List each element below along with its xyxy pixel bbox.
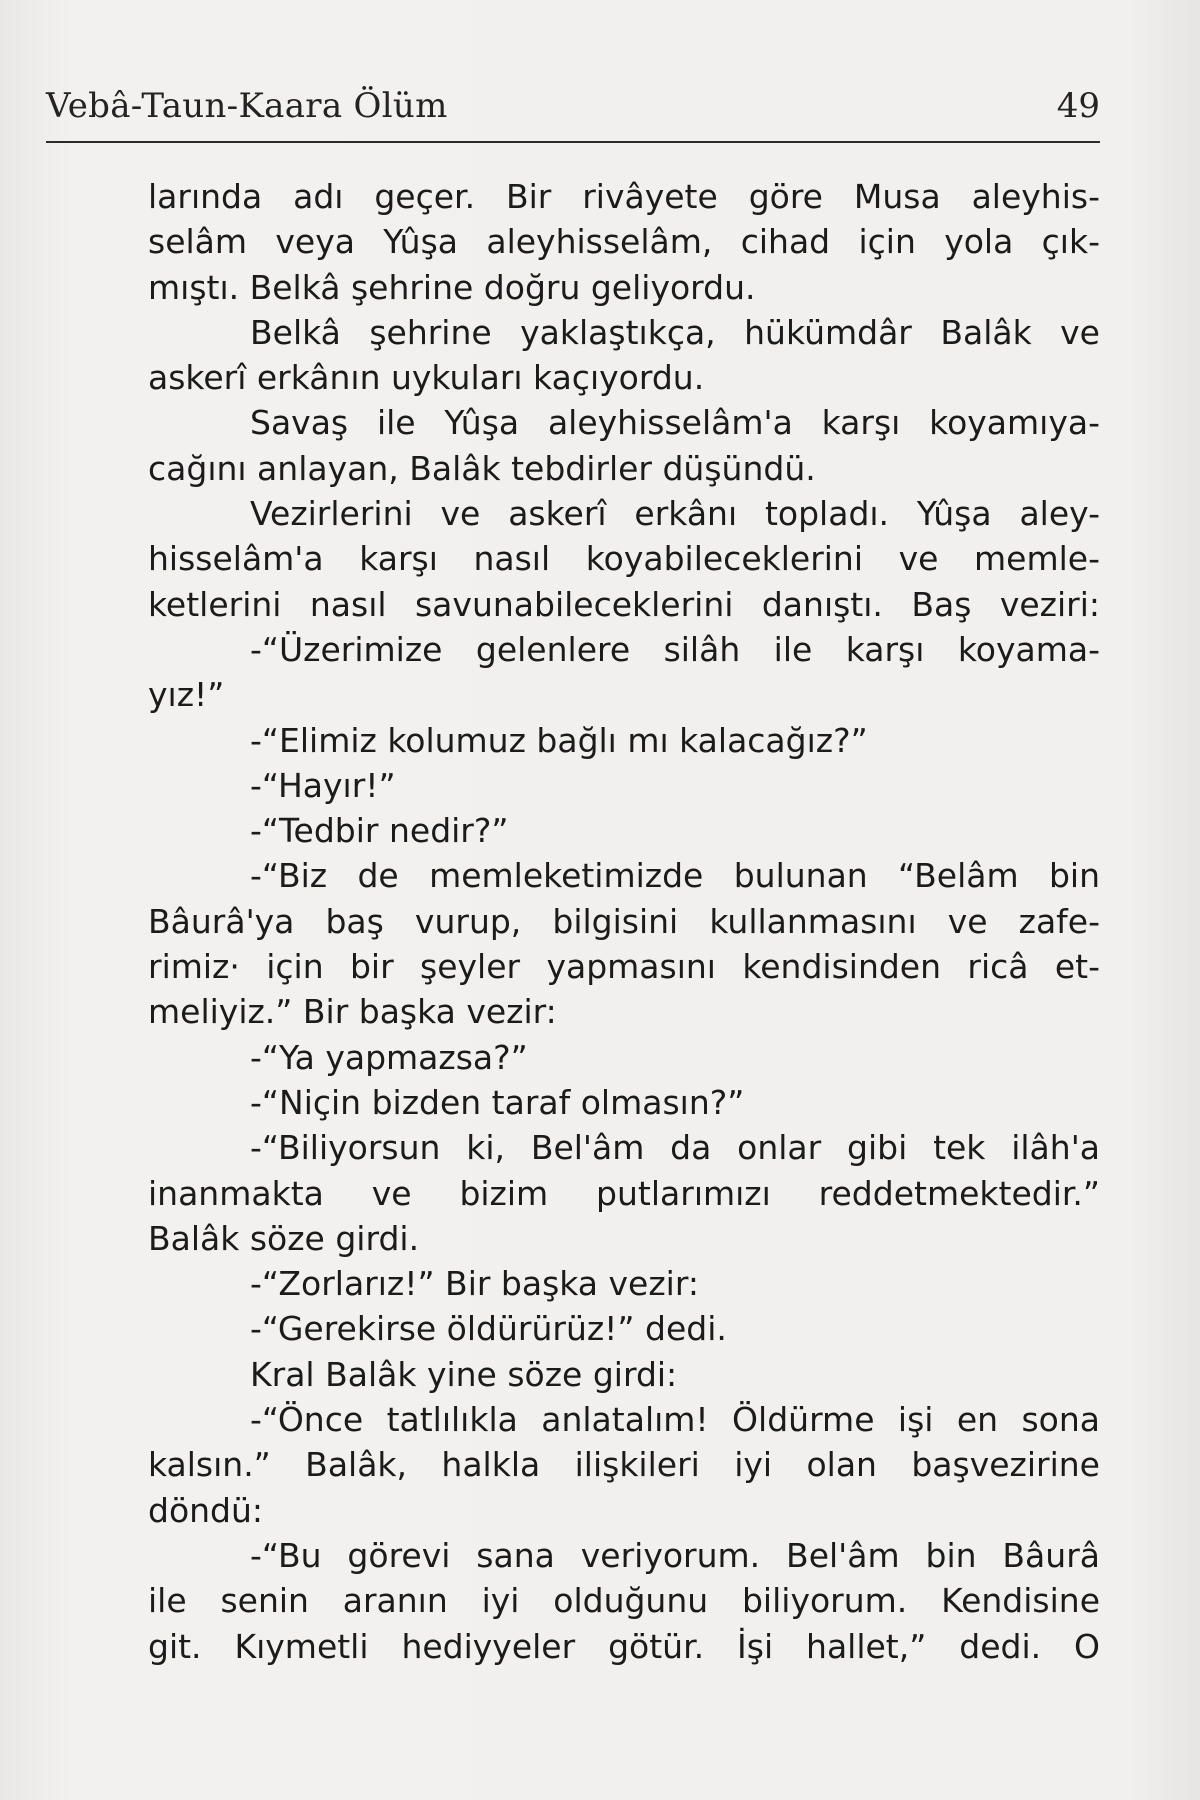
text-line: -“Önce tatlılıkla anlatalım! Öldürme işi en sona bbox=[250, 1400, 1100, 1440]
text-line: ketlerini nasıl savunabileceklerini danıştı. Baş veziri: bbox=[148, 584, 1100, 624]
text-line: Belkâ şehrine yaklaştıkça, hükümdâr Balâk ve bbox=[250, 312, 1100, 352]
text-line: cağını anlayan, Balâk tebdirler düşündü. bbox=[148, 448, 816, 488]
text-line: git. Kıymetli hediyyeler götür. İşi hallet,” dedi. O bbox=[148, 1626, 1100, 1666]
text-line: yız!” bbox=[148, 675, 225, 715]
text-line: -“Biz de memleketimizde bulunan “Belâm bin bbox=[250, 856, 1100, 896]
page-header bbox=[46, 86, 1100, 136]
text-line: -“Biliyorsun ki, Bel'âm da onlar gibi tek ilâh'a bbox=[250, 1128, 1100, 1168]
text-line: ile senin aranın iyi olduğunu biliyorum. Kendisine bbox=[148, 1581, 1100, 1621]
text-line: hisselâm'a karşı nasıl koyabileceklerini ve memle- bbox=[148, 539, 1100, 579]
text-line: inanmakta ve bizim putlarımızı reddetmektedir.” bbox=[148, 1173, 1100, 1213]
text-line: meliyiz.” Bir başka vezir: bbox=[148, 992, 557, 1032]
text-line: Bâurâ'ya baş vurup, bilgisini kullanmasını ve zafe- bbox=[148, 901, 1100, 941]
text-line: rimiz· için bir şeyler yapmasını kendisinden ricâ et- bbox=[148, 947, 1100, 987]
body-text bbox=[148, 174, 1100, 1669]
text-line: -“Üzerimize gelenlere silâh ile karşı koyama- bbox=[250, 629, 1100, 669]
running-head: Vebâ-Taun-Kaara Ölüm bbox=[46, 86, 448, 126]
text-line: mıştı. Belkâ şehrine doğru geliyordu. bbox=[148, 267, 756, 307]
text-line: -“Bu görevi sana veriyorum. Bel'âm bin Bâurâ bbox=[250, 1535, 1100, 1575]
text-line: Kral Balâk yine söze girdi: bbox=[250, 1354, 678, 1394]
text-line: Vezirlerini ve askerî erkânı topladı. Yûşa aley- bbox=[250, 494, 1100, 534]
text-line: -“Tedbir nedir?” bbox=[250, 811, 509, 851]
text-line: -“Niçin bizden taraf olmasın?” bbox=[250, 1082, 745, 1122]
text-line: askerî erkânın uykuları kaçıyordu. bbox=[148, 358, 705, 398]
text-line: larında adı geçer. Bir rivâyete göre Musa aleyhis- bbox=[148, 177, 1100, 216]
text-line: döndü: bbox=[148, 1490, 264, 1530]
text-line: Balâk söze girdi. bbox=[148, 1218, 420, 1258]
text-line: -“Ya yapmazsa?” bbox=[250, 1037, 528, 1077]
text-line: Savaş ile Yûşa aleyhisselâm'a karşı koyamıya- bbox=[250, 403, 1100, 443]
page-number: 49 bbox=[1056, 86, 1100, 126]
text-line: -“Hayır!” bbox=[250, 765, 396, 805]
text-line: kalsın.” Balâk, halkla ilişkileri iyi olan başvezirine bbox=[148, 1445, 1100, 1485]
header-rule bbox=[46, 141, 1100, 143]
text-line: -“Elimiz kolumuz bağlı mı kalacağız?” bbox=[250, 720, 868, 760]
text-line: selâm veya Yûşa aleyhisselâm, cihad için yola çık- bbox=[148, 222, 1100, 262]
text-line: -“Gerekirse öldürürüz!” dedi. bbox=[250, 1309, 727, 1349]
text-line: -“Zorlarız!” Bir başka vezir: bbox=[250, 1264, 699, 1304]
